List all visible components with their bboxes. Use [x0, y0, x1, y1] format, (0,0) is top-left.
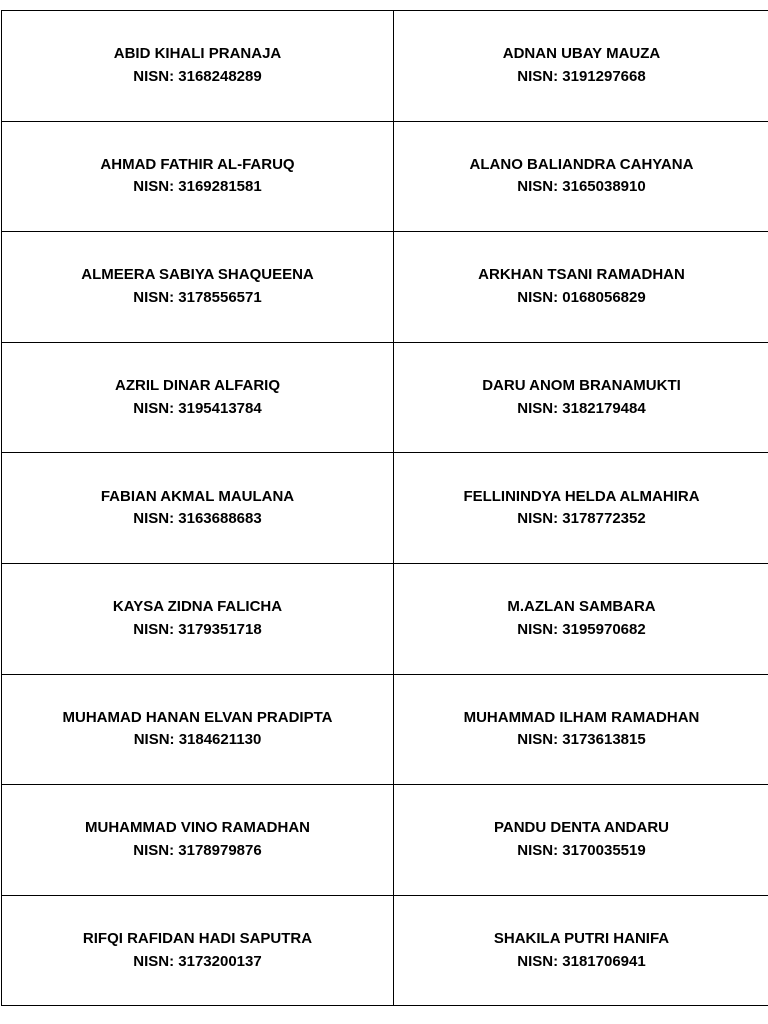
student-nisn: NISN: 3170035519 — [517, 841, 646, 859]
student-label — [394, 122, 768, 233]
student-label — [394, 675, 768, 786]
student-label — [394, 785, 768, 896]
student-nisn: NISN: 3178556571 — [133, 288, 262, 306]
student-label — [2, 343, 394, 454]
student-name: DARU ANOM BRANAMUKTI — [482, 377, 681, 395]
student-name: AZRIL DINAR ALFARIQ — [115, 377, 280, 395]
student-name: MUHAMAD HANAN ELVAN PRADIPTA — [62, 708, 333, 726]
student-nisn: NISN: 3173613815 — [517, 731, 646, 749]
student-name: MUHAMMAD VINO RAMADHAN — [85, 819, 310, 837]
student-label — [394, 453, 768, 564]
student-label — [2, 785, 394, 896]
student-name: FABIAN AKMAL MAULANA — [100, 487, 295, 505]
student-name: ALANO BALIANDRA CAHYANA — [469, 155, 694, 173]
student-nisn: NISN: 3178979876 — [133, 841, 262, 859]
student-name: MUHAMMAD ILHAM RAMADHAN — [463, 708, 700, 726]
student-nisn: NISN: 3184621130 — [133, 731, 262, 749]
student-label — [394, 564, 768, 675]
student-label — [2, 11, 394, 122]
student-label — [394, 232, 768, 343]
student-nisn: NISN: 0168056829 — [517, 288, 646, 306]
student-name: SHAKILA PUTRI HANIFA — [493, 930, 670, 948]
student-nisn: NISN: 3179351718 — [133, 620, 262, 638]
student-nisn: NISN: 3182179484 — [517, 399, 646, 417]
student-label — [2, 122, 394, 233]
student-label — [2, 675, 394, 786]
student-nisn: NISN: 3181706941 — [517, 952, 646, 970]
student-nisn: NISN: 3173200137 — [133, 952, 262, 970]
student-name: KAYSA ZIDNA FALICHA — [112, 598, 283, 616]
student-name: ALMEERA SABIYA SHAQUEENA — [81, 266, 314, 284]
label-sheet — [1, 10, 768, 1006]
student-name: M.AZLAN SAMBARA — [507, 598, 656, 616]
student-label — [2, 453, 394, 564]
student-name: ABID KIHALI PRANAJA — [113, 45, 282, 63]
student-name: RIFQI RAFIDAN HADI SAPUTRA — [82, 930, 313, 948]
student-nisn: NISN: 3168248289 — [133, 67, 262, 85]
student-label — [2, 896, 394, 1007]
student-nisn: NISN: 3165038910 — [517, 178, 646, 196]
student-name: PANDU DENTA ANDARU — [494, 819, 669, 837]
student-nisn: NISN: 3195970682 — [517, 620, 646, 638]
student-label — [2, 232, 394, 343]
student-name: ADNAN UBAY MAUZA — [502, 45, 661, 63]
student-nisn: NISN: 3169281581 — [133, 178, 262, 196]
student-nisn: NISN: 3178772352 — [517, 510, 646, 528]
student-label — [2, 564, 394, 675]
student-nisn: NISN: 3191297668 — [517, 67, 646, 85]
student-name: AHMAD FATHIR AL-FARUQ — [100, 155, 295, 173]
student-name: FELLININDYA HELDA ALMAHIRA — [463, 487, 700, 505]
student-label — [394, 896, 768, 1007]
student-nisn: NISN: 3163688683 — [133, 510, 262, 528]
student-label — [394, 11, 768, 122]
student-nisn: NISN: 3195413784 — [133, 399, 262, 417]
student-name: ARKHAN TSANI RAMADHAN — [478, 266, 685, 284]
student-label — [394, 343, 768, 454]
